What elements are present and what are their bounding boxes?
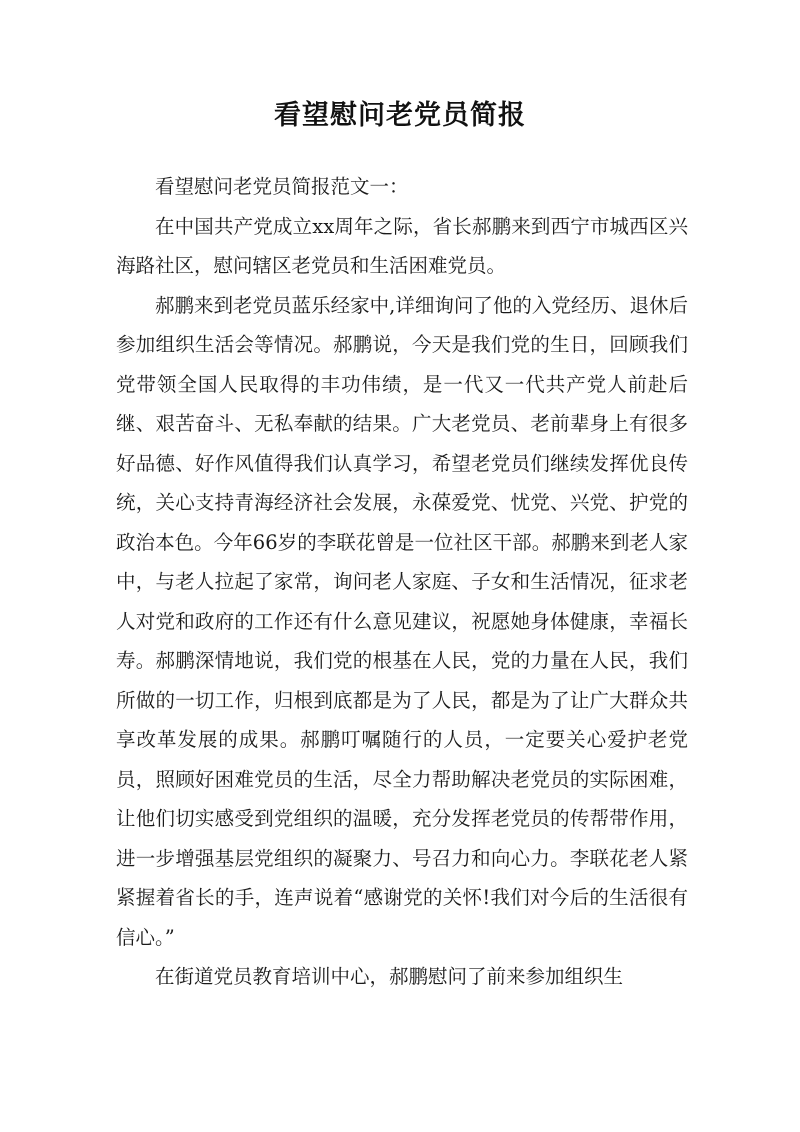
document-title: 看望慰问老党员简报: [274, 100, 526, 131]
paragraph-training-center: 在街道党员教育培训中心，郝鹏慰问了前来参加组织生: [155, 965, 624, 988]
paragraph-visit-details: 郝鹏来到老党员蓝乐经家中,详细询问了他的入党经历、退休后参加组织生活会等情况。郝鹏说，今天是我们党的生日，回顾我们党带领全国人民取得的丰功伟绩，是一代又一代共产党人前赴后继、艰苦奋斗、无私奉献的结果。广大老党员、老前辈身上有很多好品德、好作风值得我们认真学习，希望老党员们继续发挥优良传统，关心支持青海经济社会发展，永葆爱党、忧党、兴党、护党的政治本色。今年66岁的李联花曾是一位社区干部。郝鹏来到老人家中，与老人拉起了家常，询问老人家庭、子女和生活情况，征求老人对党和政府的工作还有什么意见建议，祝愿她身体健康，幸福长寿。郝鹏深情地说，我们党的根基在人民，党的力量在人民，我们所做的一切工作，归根到底都是为了人民，都是为了让广大群众共享改革发展的成果。郝鹏叮嘱随行的人员，一定要关心爱护老党员，照顾好困难党员的生活，尽全力帮助解决老党员的实际困难，让他们切实感受到党组织的温暖，充分发挥老党员的传帮带作用，进一步增强基层党组织的凝聚力、号召力和向心力。李联花老人紧紧握着省长的手，连声说着“感谢党的关怀!我们对今后的生活很有信心。”: [116, 293, 688, 949]
paragraph-visit-summary: 在中国共产党成立xx周年之际，省长郝鹏来到西宁市城西区兴海路社区，慰问辖区老党员和生活困难党员。: [116, 214, 688, 277]
paragraph-intro-heading: 看望慰问老党员简报范文一：: [155, 175, 409, 198]
document-body: [116, 167, 688, 997]
